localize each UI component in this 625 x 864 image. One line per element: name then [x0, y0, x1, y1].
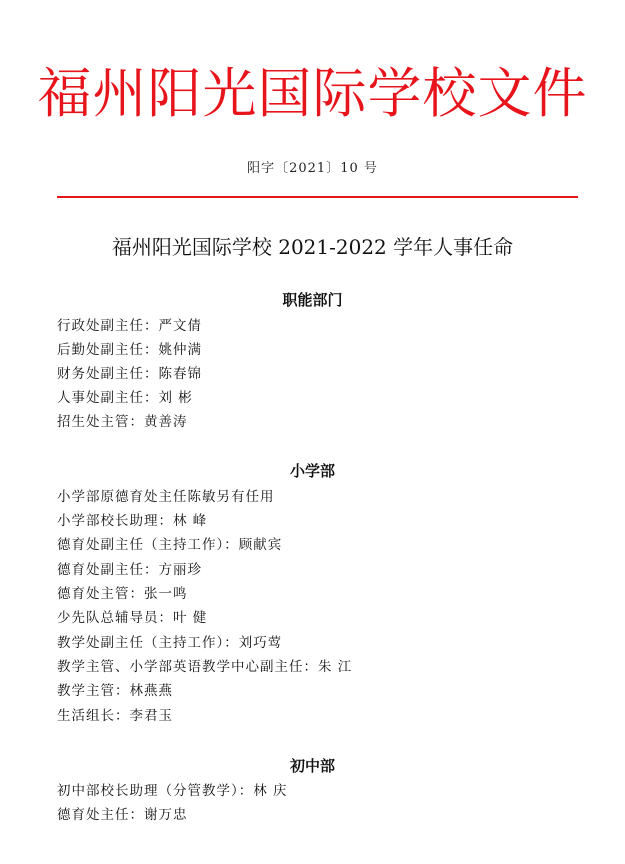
appointment-line: 财务处副主任：陈春锦: [57, 366, 202, 382]
red-divider-line: [57, 196, 578, 198]
section-heading-primary-school: 小学部: [289, 462, 335, 480]
appointment-line: 人事处副主任：刘 彬: [57, 390, 193, 406]
appointment-line: 后勤处副主任：姚仲满: [57, 342, 202, 358]
appointment-line: 初中部校长助理（分管教学）：林 庆: [57, 783, 288, 799]
appointment-line: 少先队总辅导员：叶 健: [57, 610, 208, 626]
appointment-line: 教学主管：林燕燕: [57, 683, 173, 699]
document-header-title: 福州阳光国际学校文件: [37, 62, 588, 125]
appointment-line: 小学部原德育处主任陈敏另有任用: [57, 489, 275, 505]
document-title: 福州阳光国际学校 2021-2022 学年人事任命: [111, 235, 514, 259]
appointment-line: 小学部校长助理：林 峰: [57, 513, 208, 529]
appointment-line: 德育处主管：张一鸣: [57, 586, 188, 602]
appointment-line: 德育处主任：谢万忠: [57, 807, 188, 823]
appointment-line: 教学主管、小学部英语教学中心副主任：朱 江: [57, 659, 353, 675]
appointment-line: 德育处副主任（主持工作）：顾献宾: [57, 537, 283, 553]
section-heading-functional-departments: 职能部门: [282, 291, 343, 309]
appointment-line: 德育处副主任：方丽珍: [57, 562, 202, 578]
appointment-line: 行政处副主任：严文倩: [57, 318, 202, 334]
document-number: 阳字〔2021〕10 号: [247, 161, 378, 176]
section-heading-junior-high: 初中部: [289, 757, 335, 775]
appointment-line: 生活组长：李君玉: [57, 708, 173, 724]
appointment-line: 招生处主管：黄善涛: [57, 414, 188, 430]
appointment-line: 教学处副主任（主持工作）：刘巧莺: [57, 635, 283, 651]
